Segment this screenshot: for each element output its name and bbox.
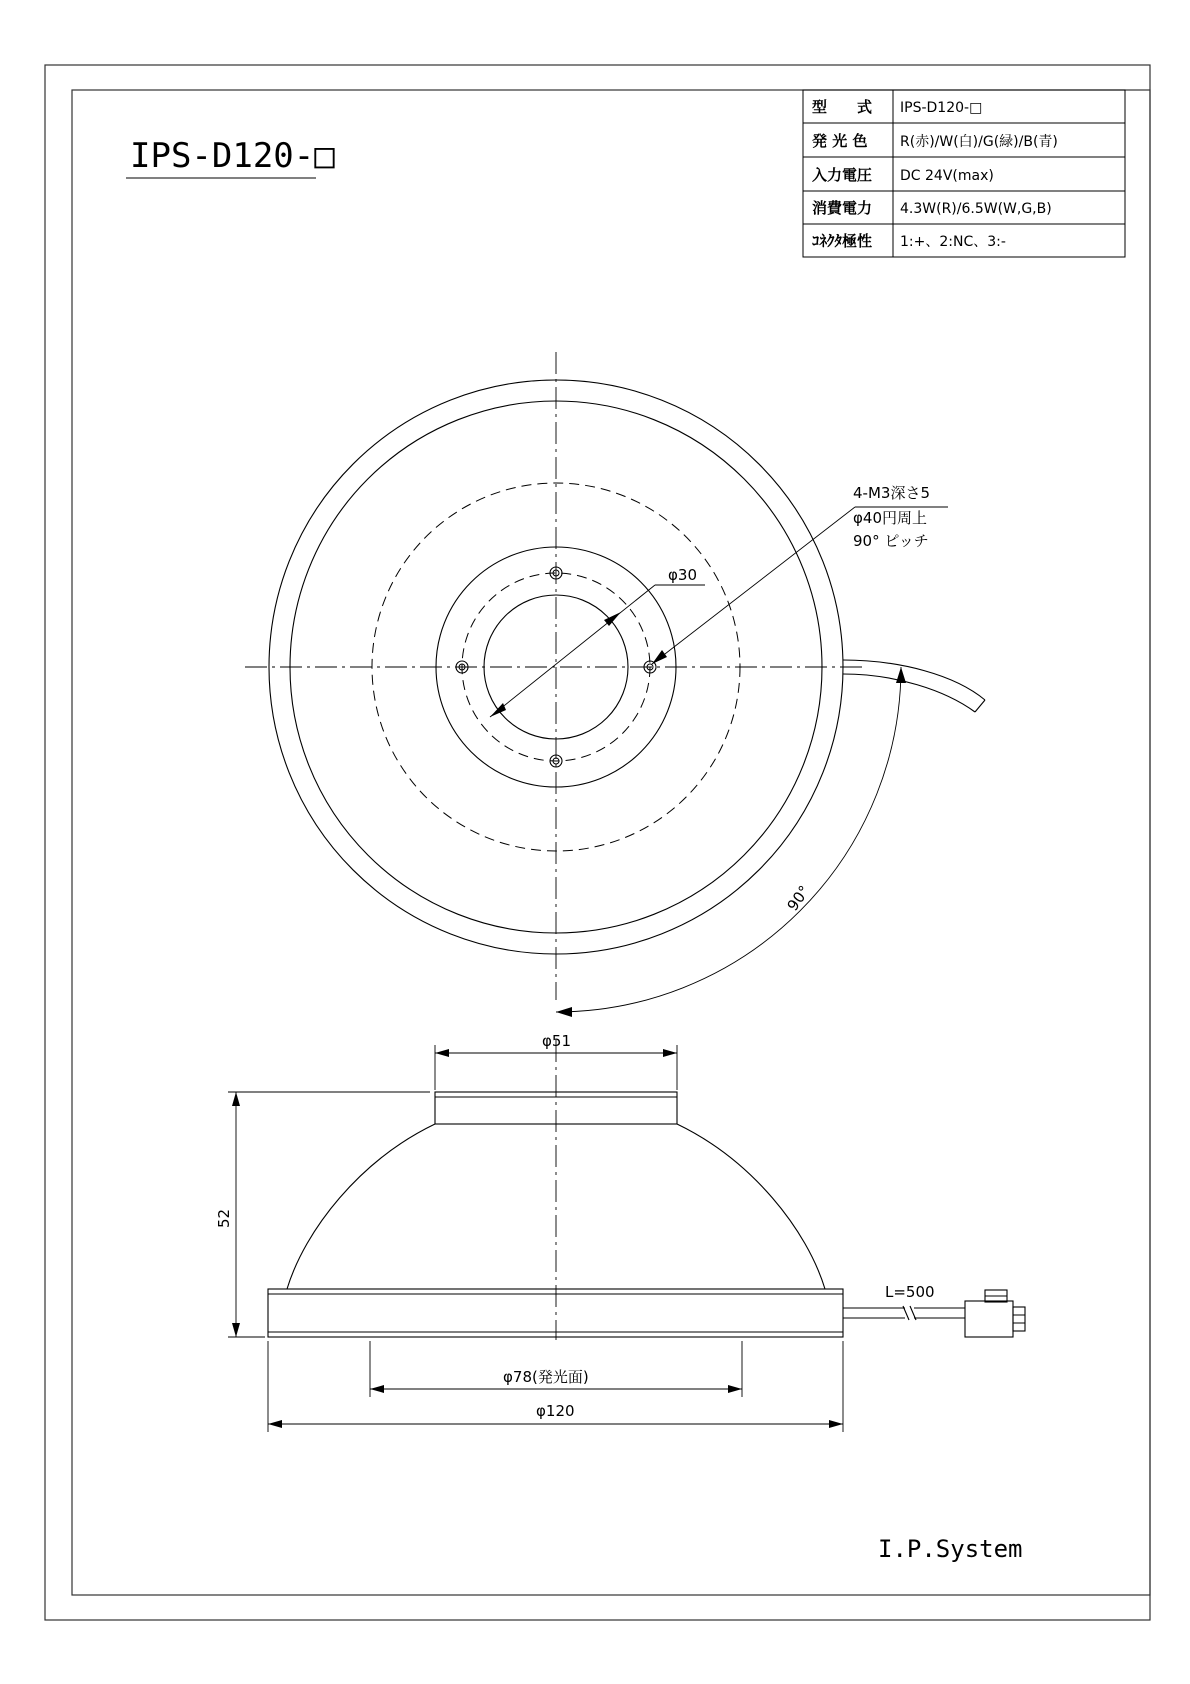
spec-label: ｺﾈｸﾀ極性 — [812, 232, 873, 250]
spec-value: 1:+、2:NC、3:- — [900, 234, 1006, 250]
dim-height: 52 — [215, 1208, 233, 1228]
base-ring-outline — [268, 1289, 843, 1337]
dim-phi120: φ120 — [536, 1402, 575, 1420]
cable-length-label: L=500 — [885, 1283, 935, 1301]
cable-angle-arc — [556, 667, 901, 1012]
spec-value: IPS-D120-□ — [900, 100, 983, 116]
spec-table — [803, 90, 1125, 257]
spec-label: 発 光 色 — [812, 132, 868, 150]
dome-left-edge — [287, 1124, 435, 1289]
spec-label: 消費電力 — [812, 199, 873, 217]
dim-phi78: φ78(発光面) — [503, 1368, 589, 1386]
drawing-title: IPS-D120-□ — [130, 136, 335, 176]
hole-note-line2: φ40円周上 — [853, 509, 927, 527]
side-view — [215, 1032, 1025, 1432]
spec-value: DC 24V(max) — [900, 168, 994, 184]
hole-note-leader — [652, 507, 855, 664]
spec-value: 4.3W(R)/6.5W(W,G,B) — [900, 201, 1052, 217]
cable-stub-upper — [843, 660, 985, 700]
outer-frame — [45, 65, 1150, 1620]
spec-label: 型 式 — [812, 98, 873, 116]
phi30-leader — [490, 585, 655, 717]
top-view — [245, 352, 985, 1017]
dim-phi30: φ30 — [668, 566, 697, 584]
hole-note-line3: 90° ピッチ — [853, 532, 929, 550]
company-name: I.P.System — [878, 1535, 1023, 1563]
connector-icon — [965, 1290, 1025, 1337]
cable-angle-label: 90° — [783, 882, 814, 915]
spec-label: 入力電圧 — [812, 166, 873, 184]
dome-right-edge — [677, 1124, 825, 1289]
dim-phi51: φ51 — [542, 1032, 571, 1050]
hole-note-line1: 4-M3深さ5 — [853, 484, 930, 502]
spec-value: R(赤)/W(白)/G(緑)/B(青) — [900, 134, 1058, 150]
cable-stub-lower — [843, 674, 975, 712]
